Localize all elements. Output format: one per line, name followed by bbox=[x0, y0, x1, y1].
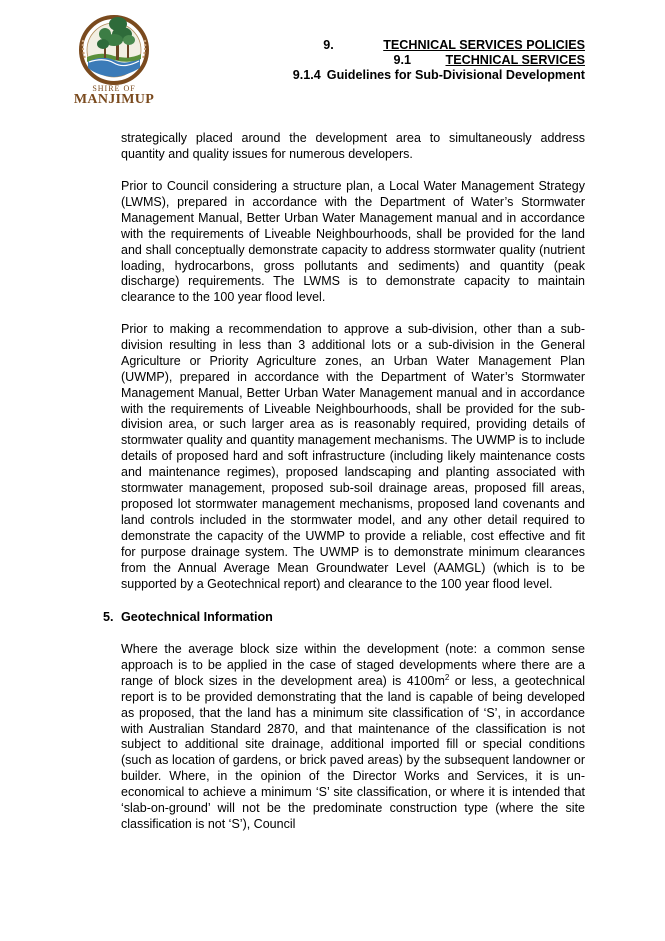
paragraph: Prior to Council considering a structure plan, a Local Water Management Strategy (LWMS), prepared in accordance with the Department of Water’s Stormwater Management Manual, Better Urban Water Management manual and in accordance with the requirements of Liveable Neighbourhoods, shall be provided for the land and shall conceptually demonstrate capacity to address stormwater quality (nutrient loading, hydrocarbons, gross pollutants and sediments) and quantity (peak discharge) requirements. The LWMS is to demonstrate capacity to maintain clearance to the 100 year flood level. bbox=[121, 179, 585, 305]
logo-line1: SHIRE OF bbox=[92, 84, 136, 93]
header-row-guidelines bbox=[185, 68, 585, 83]
paragraph: strategically placed around the development area to simultaneously address quantity and quality issues for numerous developers. bbox=[121, 131, 585, 161]
section-heading bbox=[103, 610, 273, 624]
header-number: 9.1 bbox=[393, 53, 412, 67]
superscript: 2 bbox=[444, 672, 450, 682]
paragraph-text: or less, a geotechnical report is to be provided demonstrating that the land is capable of being developed as proposed, that the land has a minimum site classification of ‘S’, in accordance with Australian Standard 2870, and that maintenance of the classification is not subject to additional site drainage, additional imported fill or special conditions (such as location of gardens, or brick paved areas) by the subsequent landowner or builder. Where, in the opinion of the Director Works and Services, it is un-economical to achieve a minimum ‘S’ site classification, or where it is intended that ‘slab-on-ground’ will not be the predominate construction type (where the site classification is not ‘S’), Council bbox=[121, 673, 585, 831]
header-title: Guidelines for Sub-Divisional Development bbox=[326, 68, 585, 82]
shire-logo bbox=[68, 10, 160, 108]
paragraph-text: Where the average block size within the development (note: a common sense approach is to be applied in the case of staged developments where there are a range of block sizes in the development area) is 4100m bbox=[121, 642, 585, 688]
header-row-policies bbox=[185, 38, 585, 53]
paragraph: Prior to making a recommendation to approve a sub-division, other than a sub-division resulting in less than 3 additional lots or a sub-division in the General Agriculture or Priority Agriculture zones, an Urban Water Management Plan (UWMP), prepared in accordance with the Department of Water’s Stormwater Management Manual, Better Urban Water Management manual and in accordance with the requirements of Liveable Neighbourhoods, shall be provided for the sub-division area, or such larger area as is reasonably required, providing details of stormwater quality and quantity management mechanisms. The UWMP is to include details of proposed hard and soft infrastructure (including likely maintenance costs and maintenance regimes), proposed landscaping and planting associated with stormwater management, proposed sub-soil drainage areas, proposed fill areas, proposed lot stormwater management mechanisms, proposed land covenants and land controls included in the stormwater model, and any other detail required to demonstrate the capacity of the UWMP to provide a reliable, cost effective and fit for purpose drainage system. The UWMP is to demonstrate minimum clearances from the Annual Average Mean Groundwater Level (AAMGL) (which is to be supported by a Geotechnical report) and clearance to the 100 year flood level. bbox=[121, 322, 585, 591]
header-row-services bbox=[185, 53, 585, 68]
header-number: 9. bbox=[323, 38, 334, 52]
section-title: Geotechnical Information bbox=[121, 610, 273, 624]
header-title: TECHNICAL SERVICES POLICIES bbox=[383, 38, 585, 52]
header-title: TECHNICAL SERVICES bbox=[445, 53, 585, 67]
header-number: 9.1.4 bbox=[292, 68, 321, 82]
section-number: 5. bbox=[103, 610, 114, 624]
logo-line2: MANJIMUP bbox=[73, 92, 155, 107]
document-header bbox=[185, 38, 585, 83]
paragraph bbox=[121, 642, 585, 833]
